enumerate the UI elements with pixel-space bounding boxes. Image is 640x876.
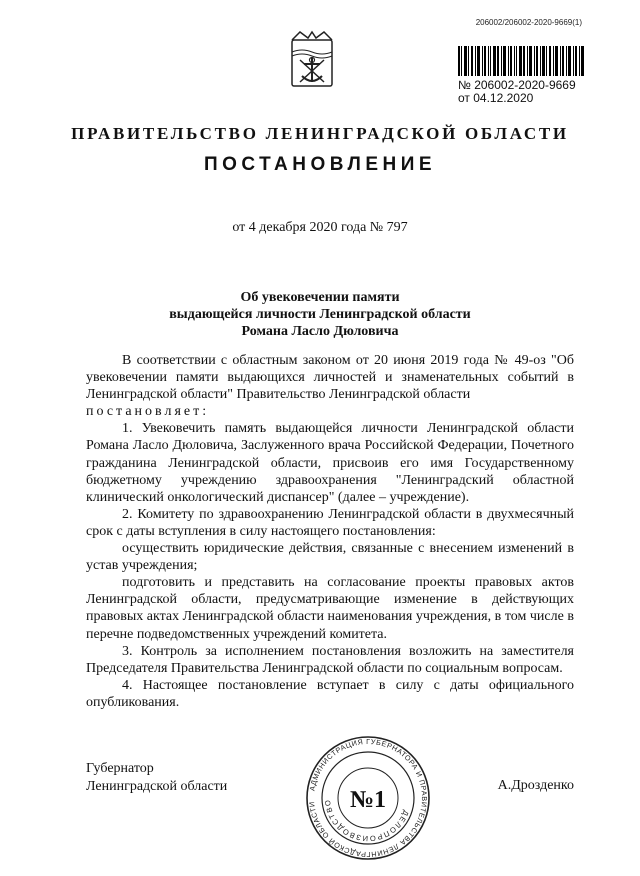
- clause-1: 1. Увековечить память выдающейся личности Ленинградской области Романа Ласло Дюловича, Заслуженного врача Российской Федерации, Почетного гражданина Ленинградской области, присвоив его имя Государственному бюджетному учреждению здравоохранения "Ленинградский областной клинический онкологический диспансер" (далее – учреждение).: [86, 421, 574, 505]
- decree-word: постановляет:: [86, 404, 210, 420]
- title-line: Об увековечении памяти: [240, 290, 400, 305]
- clause-2-item-a: осуществить юридические действия, связанные с внесением изменений в устав учреждения;: [86, 541, 574, 574]
- title-line: выдающейся личности Ленинградской области: [169, 307, 471, 322]
- signatory-position-line: Губернатор: [86, 761, 154, 776]
- signatory-position-line: Ленинградской области: [86, 779, 228, 794]
- signatory-position: [86, 760, 227, 796]
- document-date-number: от 4 декабря 2020 года № 797: [232, 220, 408, 235]
- document-system-number: 206002/206002-2020-9669(1): [475, 18, 582, 27]
- signatory-name: А.Дрозденко: [497, 778, 574, 793]
- document-title: [0, 289, 640, 340]
- document-type: ПОСТАНОВЛЕНИЕ: [203, 154, 437, 175]
- title-line: Романа Ласло Дюловича: [241, 324, 399, 339]
- barcode-icon: [458, 46, 584, 76]
- clause-2: 2. Комитету по здравоохранению Ленинградской области в двухмесячный срок с даты вступления в силу настоящего постановления:: [86, 506, 574, 539]
- organization-name: ПРАВИТЕЛЬСТВО ЛЕНИНГРАДСКОЙ ОБЛАСТИ: [71, 124, 569, 143]
- official-seal-stamp: [305, 735, 431, 861]
- registration-date: от 04.12.2020: [458, 91, 534, 105]
- registration-number: № 206002-2020-9669: [458, 78, 576, 92]
- clause-3: 3. Контроль за исполнением постановления возложить на заместителя Председателя Правительства Ленинградской области по социальным вопросам.: [86, 643, 574, 676]
- seal-outer-text: АДМИНИСТРАЦИЯ ГУБЕРНАТОРА И ПРАВИТЕЛЬСТВА ЛЕНИНГРАДСКОЙ ОБЛАСТИ: [307, 736, 430, 860]
- clause-2-item-b: подготовить и представить на согласование проекты правовых актов Ленинградской области, предусматривающие изменение в действующих правовых актах Ленинградской области наименования учреждения, в том числе в перечне подведомственных учреждений комитета.: [86, 575, 574, 642]
- clause-4: 4. Настоящее постановление вступает в силу с даты официального опубликования.: [86, 677, 574, 710]
- seal-inner-text: ДЕЛОПРОИЗВОДСТВО: [322, 798, 411, 844]
- seal-number: №1: [349, 787, 387, 813]
- coat-of-arms-icon: [290, 30, 334, 88]
- document-body: [86, 352, 574, 711]
- preamble-paragraph: В соответствии с областным законом от 20 июня 2019 года № 49-оз "Об увековечении памяти выдающихся личностей и знаменательных событий в Ленинградской области" Правительство Ленинградской области: [86, 353, 574, 403]
